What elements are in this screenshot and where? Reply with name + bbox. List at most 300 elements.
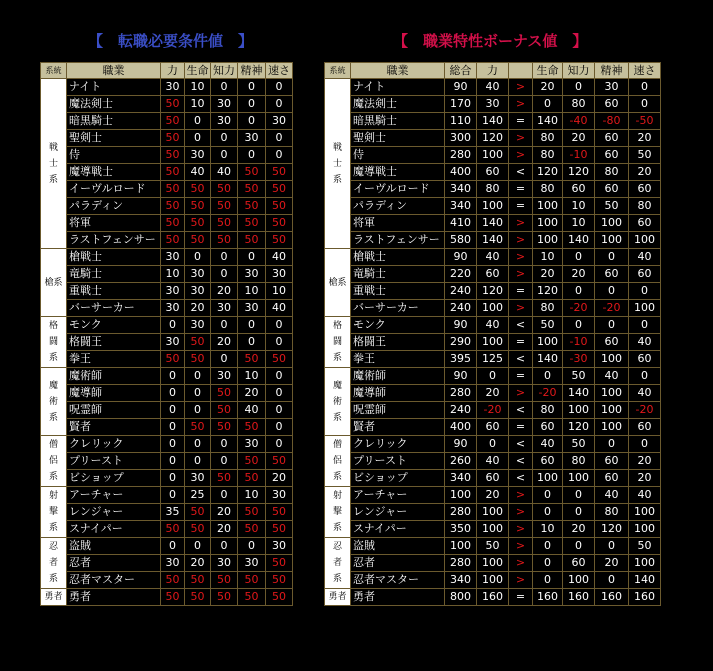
class-name-cell: バーサーカー bbox=[351, 300, 445, 317]
stat-cell: 20 bbox=[563, 266, 595, 283]
stat-cell: 0 bbox=[563, 249, 595, 266]
stat-cell: 50 bbox=[629, 147, 661, 164]
stat-cell: 40 bbox=[477, 79, 509, 96]
stat-cell: 50 bbox=[185, 198, 211, 215]
stat-cell: 20 bbox=[185, 555, 211, 572]
stat-cell: 25 bbox=[185, 487, 211, 504]
class-name-cell: 勇者 bbox=[67, 589, 161, 606]
class-bonus-table bbox=[324, 62, 661, 606]
table-row bbox=[41, 538, 293, 555]
stat-cell: 100 bbox=[477, 572, 509, 589]
class-name-cell: 魔導戦士 bbox=[351, 164, 445, 181]
stat-cell: 50 bbox=[211, 419, 238, 436]
table-row bbox=[325, 79, 661, 96]
stat-cell: 0 bbox=[629, 368, 661, 385]
stat-cell: 10 bbox=[563, 198, 595, 215]
stat-cell: 120 bbox=[477, 283, 509, 300]
stat-cell: 0 bbox=[211, 538, 238, 555]
stat-cell: 0 bbox=[185, 402, 211, 419]
stat-cell: 30 bbox=[266, 487, 293, 504]
stat-cell: -20 bbox=[563, 300, 595, 317]
table-row bbox=[325, 436, 661, 453]
stat-cell: -40 bbox=[563, 113, 595, 130]
stat-cell: -10 bbox=[563, 334, 595, 351]
table-row bbox=[41, 555, 293, 572]
table-row bbox=[325, 368, 661, 385]
class-name-cell: 魔導師 bbox=[351, 385, 445, 402]
stat-cell: > bbox=[509, 232, 533, 249]
stat-cell: 0 bbox=[533, 572, 563, 589]
stat-cell: 100 bbox=[629, 504, 661, 521]
stat-cell: 30 bbox=[595, 79, 629, 96]
class-name-cell: 魔導師 bbox=[67, 385, 161, 402]
table-row bbox=[325, 215, 661, 232]
stat-cell: 0 bbox=[211, 453, 238, 470]
stat-cell: 580 bbox=[445, 232, 477, 249]
class-name-cell: モンク bbox=[351, 317, 445, 334]
stat-cell: 100 bbox=[477, 147, 509, 164]
stat-cell: 30 bbox=[477, 96, 509, 113]
stat-cell: 40 bbox=[238, 402, 266, 419]
class-name-cell: パラディン bbox=[351, 198, 445, 215]
class-group-label: 格 闘 系 bbox=[325, 317, 351, 368]
stat-cell: 0 bbox=[211, 147, 238, 164]
class-name-cell: 呪霊師 bbox=[351, 402, 445, 419]
stat-cell: 0 bbox=[595, 436, 629, 453]
stat-cell: 0 bbox=[266, 419, 293, 436]
table-row bbox=[41, 266, 293, 283]
stat-cell: 20 bbox=[238, 385, 266, 402]
stat-cell: 120 bbox=[533, 164, 563, 181]
stat-cell: 410 bbox=[445, 215, 477, 232]
stat-cell: 30 bbox=[266, 538, 293, 555]
column-header: 系統 bbox=[41, 63, 67, 79]
stat-cell: 30 bbox=[211, 368, 238, 385]
stat-cell: 20 bbox=[629, 453, 661, 470]
stat-cell: 300 bbox=[445, 130, 477, 147]
stat-cell: 20 bbox=[477, 487, 509, 504]
table-row bbox=[325, 96, 661, 113]
table-row bbox=[41, 96, 293, 113]
stat-cell: 60 bbox=[595, 266, 629, 283]
column-header: 生命 bbox=[186, 64, 209, 77]
stat-cell: = bbox=[509, 589, 533, 606]
stat-cell: 60 bbox=[595, 470, 629, 487]
stat-cell: 0 bbox=[533, 504, 563, 521]
stat-cell: 280 bbox=[445, 504, 477, 521]
stat-cell: 0 bbox=[185, 249, 211, 266]
table-row bbox=[41, 385, 293, 402]
stat-cell: -20 bbox=[477, 402, 509, 419]
stat-cell: 0 bbox=[629, 79, 661, 96]
stat-cell: 50 bbox=[185, 419, 211, 436]
stat-cell: = bbox=[509, 198, 533, 215]
stat-cell: 30 bbox=[211, 300, 238, 317]
stat-cell: 30 bbox=[185, 266, 211, 283]
table-row bbox=[41, 198, 293, 215]
stat-cell: 140 bbox=[563, 385, 595, 402]
stat-cell: 0 bbox=[629, 96, 661, 113]
stat-cell: 0 bbox=[563, 79, 595, 96]
stat-cell: 100 bbox=[477, 555, 509, 572]
column-header bbox=[509, 63, 533, 79]
stat-cell: 0 bbox=[563, 538, 595, 555]
column-header: 力 bbox=[477, 63, 509, 79]
stat-cell: 10 bbox=[238, 283, 266, 300]
stat-cell: 110 bbox=[445, 113, 477, 130]
stat-cell: 340 bbox=[445, 470, 477, 487]
stat-cell: 0 bbox=[629, 283, 661, 300]
stat-cell: 30 bbox=[161, 283, 185, 300]
stat-cell: < bbox=[509, 164, 533, 181]
stat-cell: 60 bbox=[563, 181, 595, 198]
stat-cell: 10 bbox=[238, 487, 266, 504]
stat-cell: 0 bbox=[595, 249, 629, 266]
stat-cell: < bbox=[509, 317, 533, 334]
stat-cell: 20 bbox=[211, 504, 238, 521]
stat-cell: 50 bbox=[238, 470, 266, 487]
stat-cell: 100 bbox=[595, 385, 629, 402]
class-name-cell: レンジャー bbox=[351, 504, 445, 521]
class-name-cell: 聖剣士 bbox=[67, 130, 161, 147]
stat-cell: 50 bbox=[211, 589, 238, 606]
stat-cell: 90 bbox=[445, 249, 477, 266]
stat-cell: 40 bbox=[266, 249, 293, 266]
stat-cell: 20 bbox=[563, 521, 595, 538]
class-name-cell: レンジャー bbox=[67, 504, 161, 521]
stat-cell: 50 bbox=[161, 113, 185, 130]
stat-cell: -30 bbox=[563, 351, 595, 368]
stat-cell: 0 bbox=[238, 79, 266, 96]
stat-cell: > bbox=[509, 385, 533, 402]
stat-cell: 90 bbox=[445, 79, 477, 96]
table-row bbox=[325, 504, 661, 521]
stat-cell: 0 bbox=[211, 266, 238, 283]
column-header: 系統 bbox=[325, 63, 351, 79]
stat-cell: 30 bbox=[238, 300, 266, 317]
table-row bbox=[325, 555, 661, 572]
table-row bbox=[41, 249, 293, 266]
stat-cell: 60 bbox=[629, 181, 661, 198]
stat-cell: 0 bbox=[266, 436, 293, 453]
stat-cell: 0 bbox=[266, 334, 293, 351]
stat-cell: 40 bbox=[185, 164, 211, 181]
stat-cell: 0 bbox=[629, 436, 661, 453]
stat-cell: 40 bbox=[211, 164, 238, 181]
stat-cell: 100 bbox=[477, 198, 509, 215]
stat-cell: 20 bbox=[477, 385, 509, 402]
stat-cell: 100 bbox=[477, 521, 509, 538]
stat-cell: 30 bbox=[185, 283, 211, 300]
stat-cell: > bbox=[509, 215, 533, 232]
stat-cell: < bbox=[509, 351, 533, 368]
stat-cell: 30 bbox=[211, 113, 238, 130]
class-group-label: 勇者 bbox=[325, 589, 351, 606]
stat-cell: 0 bbox=[266, 385, 293, 402]
stat-cell: 0 bbox=[211, 351, 238, 368]
stat-cell: > bbox=[509, 504, 533, 521]
stat-cell: 100 bbox=[477, 334, 509, 351]
stat-cell: 0 bbox=[533, 538, 563, 555]
stat-cell: 10 bbox=[185, 79, 211, 96]
stat-cell: 60 bbox=[629, 351, 661, 368]
stat-cell: > bbox=[509, 96, 533, 113]
stat-cell: 50 bbox=[161, 215, 185, 232]
stat-cell: 0 bbox=[533, 368, 563, 385]
stat-cell: 35 bbox=[161, 504, 185, 521]
stat-cell: -20 bbox=[595, 300, 629, 317]
class-name-cell: アーチャー bbox=[351, 487, 445, 504]
stat-cell: 50 bbox=[266, 181, 293, 198]
stat-cell: 20 bbox=[563, 130, 595, 147]
stat-cell: 50 bbox=[238, 215, 266, 232]
class-name-cell: ラストフェンサー bbox=[67, 232, 161, 249]
class-group-label: 魔 術 系 bbox=[41, 368, 67, 436]
column-header: 職業 bbox=[67, 63, 161, 79]
class-name-cell: 忍者マスター bbox=[351, 572, 445, 589]
stat-cell: 20 bbox=[211, 334, 238, 351]
stat-cell: -10 bbox=[563, 147, 595, 164]
stat-cell: 100 bbox=[595, 402, 629, 419]
stat-cell: 20 bbox=[533, 79, 563, 96]
class-name-cell: 盗賊 bbox=[351, 538, 445, 555]
stat-cell: 160 bbox=[533, 589, 563, 606]
stat-cell: 0 bbox=[211, 317, 238, 334]
stat-cell: 0 bbox=[185, 538, 211, 555]
table-row bbox=[325, 385, 661, 402]
stat-cell: 50 bbox=[161, 232, 185, 249]
column-header: 速さ bbox=[629, 63, 661, 79]
class-name-cell: 忍者 bbox=[351, 555, 445, 572]
stat-cell: 0 bbox=[533, 555, 563, 572]
table-row bbox=[325, 402, 661, 419]
stat-cell: 120 bbox=[533, 283, 563, 300]
column-header: 速さ bbox=[266, 63, 293, 79]
stat-cell: 30 bbox=[238, 436, 266, 453]
class-name-cell: 忍者マスター bbox=[67, 572, 161, 589]
stat-cell: 50 bbox=[161, 351, 185, 368]
stat-cell: 160 bbox=[477, 589, 509, 606]
class-name-cell: バーサーカー bbox=[67, 300, 161, 317]
stat-cell: 50 bbox=[477, 538, 509, 555]
table-row bbox=[41, 589, 293, 606]
stat-cell: 0 bbox=[185, 113, 211, 130]
stat-cell: 60 bbox=[477, 266, 509, 283]
table-row bbox=[325, 538, 661, 555]
stat-cell: 50 bbox=[266, 521, 293, 538]
stat-cell: 50 bbox=[211, 181, 238, 198]
class-name-cell: 重戦士 bbox=[351, 283, 445, 300]
stat-cell: -80 bbox=[595, 113, 629, 130]
table-row bbox=[325, 300, 661, 317]
stat-cell: 220 bbox=[445, 266, 477, 283]
stat-cell: 80 bbox=[533, 402, 563, 419]
table-row bbox=[325, 334, 661, 351]
stat-cell: 90 bbox=[445, 317, 477, 334]
stat-cell: 0 bbox=[563, 317, 595, 334]
class-name-cell: 呪霊師 bbox=[67, 402, 161, 419]
class-name-cell: 格闘王 bbox=[67, 334, 161, 351]
class-name-cell: 竜騎士 bbox=[67, 266, 161, 283]
stat-cell: 0 bbox=[533, 96, 563, 113]
stat-cell: 100 bbox=[533, 470, 563, 487]
stat-cell: 0 bbox=[211, 487, 238, 504]
class-name-cell: 将軍 bbox=[351, 215, 445, 232]
stat-cell: 0 bbox=[211, 130, 238, 147]
table-row bbox=[41, 334, 293, 351]
stat-cell: 125 bbox=[477, 351, 509, 368]
stat-cell: 80 bbox=[595, 164, 629, 181]
column-header: 知力 bbox=[563, 63, 595, 79]
stat-cell: 50 bbox=[161, 589, 185, 606]
stat-cell: 30 bbox=[185, 317, 211, 334]
stat-cell: 0 bbox=[477, 436, 509, 453]
stat-cell: 100 bbox=[629, 300, 661, 317]
stat-cell: 0 bbox=[266, 317, 293, 334]
stat-cell: 100 bbox=[533, 232, 563, 249]
class-name-cell: 魔術師 bbox=[351, 368, 445, 385]
class-group-label: 僧 侶 系 bbox=[41, 436, 67, 487]
stat-cell: 30 bbox=[238, 266, 266, 283]
stat-cell: 140 bbox=[477, 113, 509, 130]
stat-cell: 0 bbox=[266, 147, 293, 164]
stat-cell: 60 bbox=[595, 130, 629, 147]
stat-cell: 50 bbox=[238, 232, 266, 249]
class-group-label: 射 撃 系 bbox=[325, 487, 351, 538]
stat-cell: 80 bbox=[629, 198, 661, 215]
class-name-cell: 魔導戦士 bbox=[67, 164, 161, 181]
stat-cell: 140 bbox=[629, 572, 661, 589]
stat-cell: 120 bbox=[477, 130, 509, 147]
stat-cell: 30 bbox=[238, 555, 266, 572]
stat-cell: 20 bbox=[629, 470, 661, 487]
class-name-cell: ナイト bbox=[351, 79, 445, 96]
stat-cell: 100 bbox=[595, 351, 629, 368]
stat-cell: 60 bbox=[595, 96, 629, 113]
stat-cell: 100 bbox=[595, 419, 629, 436]
class-name-cell: 侍 bbox=[351, 147, 445, 164]
stat-cell: 30 bbox=[185, 470, 211, 487]
class-name-cell: 侍 bbox=[67, 147, 161, 164]
stat-cell: 80 bbox=[533, 300, 563, 317]
stat-cell: 0 bbox=[563, 504, 595, 521]
class-name-cell: 暗黒騎士 bbox=[351, 113, 445, 130]
stat-cell: 0 bbox=[238, 249, 266, 266]
stat-cell: 0 bbox=[477, 368, 509, 385]
stat-cell: 160 bbox=[563, 589, 595, 606]
class-name-cell: 拳王 bbox=[67, 351, 161, 368]
stat-cell: 50 bbox=[185, 232, 211, 249]
stat-cell: 50 bbox=[185, 351, 211, 368]
stat-cell: 50 bbox=[161, 181, 185, 198]
table-row bbox=[41, 453, 293, 470]
class-name-cell: 将軍 bbox=[67, 215, 161, 232]
stat-cell: 0 bbox=[161, 385, 185, 402]
stat-cell: 40 bbox=[477, 249, 509, 266]
class-name-cell: 槍戦士 bbox=[351, 249, 445, 266]
stat-cell: -20 bbox=[533, 385, 563, 402]
stat-cell: 30 bbox=[161, 79, 185, 96]
stat-cell: 100 bbox=[563, 402, 595, 419]
stat-cell: 400 bbox=[445, 419, 477, 436]
stat-cell: 30 bbox=[211, 96, 238, 113]
table-row bbox=[325, 317, 661, 334]
stat-cell: 50 bbox=[185, 181, 211, 198]
stat-cell: 40 bbox=[629, 249, 661, 266]
stat-cell: 60 bbox=[477, 419, 509, 436]
stat-cell: > bbox=[509, 572, 533, 589]
stat-cell: 340 bbox=[445, 198, 477, 215]
stat-cell: 0 bbox=[595, 572, 629, 589]
class-name-cell: スナイパー bbox=[67, 521, 161, 538]
stat-cell: 90 bbox=[445, 368, 477, 385]
stat-cell: 0 bbox=[211, 436, 238, 453]
stat-cell: < bbox=[509, 453, 533, 470]
stat-cell: 0 bbox=[185, 368, 211, 385]
table-row bbox=[325, 470, 661, 487]
class-name-cell: 賢者 bbox=[351, 419, 445, 436]
stat-cell: 80 bbox=[563, 453, 595, 470]
stat-cell: 30 bbox=[161, 300, 185, 317]
stat-cell: 0 bbox=[161, 538, 185, 555]
stat-cell: 0 bbox=[266, 130, 293, 147]
stat-cell: 40 bbox=[629, 334, 661, 351]
stat-cell: 60 bbox=[595, 453, 629, 470]
stat-cell: 60 bbox=[533, 419, 563, 436]
class-name-cell: 魔術師 bbox=[67, 368, 161, 385]
stat-cell: 0 bbox=[185, 453, 211, 470]
class-name-cell: ラストフェンサー bbox=[351, 232, 445, 249]
table-row bbox=[325, 453, 661, 470]
stat-cell: > bbox=[509, 300, 533, 317]
table-row bbox=[41, 402, 293, 419]
stat-cell: 0 bbox=[238, 96, 266, 113]
table-row bbox=[41, 130, 293, 147]
stat-cell: 10 bbox=[533, 521, 563, 538]
class-name-cell: アーチャー bbox=[67, 487, 161, 504]
stat-cell: 0 bbox=[563, 283, 595, 300]
class-name-cell: 槍戦士 bbox=[67, 249, 161, 266]
stat-cell: 100 bbox=[629, 521, 661, 538]
stat-cell: 120 bbox=[563, 164, 595, 181]
stat-cell: 50 bbox=[161, 521, 185, 538]
stat-cell: 20 bbox=[211, 283, 238, 300]
stat-cell: 40 bbox=[629, 385, 661, 402]
table-row bbox=[325, 147, 661, 164]
stat-cell: 160 bbox=[629, 589, 661, 606]
class-name-cell: 魔法剣士 bbox=[351, 96, 445, 113]
class-group-label: 僧 侶 系 bbox=[325, 436, 351, 487]
stat-cell: 50 bbox=[185, 572, 211, 589]
stat-cell: 40 bbox=[533, 436, 563, 453]
table-row bbox=[325, 198, 661, 215]
stat-cell: 20 bbox=[533, 266, 563, 283]
stat-cell: 30 bbox=[266, 113, 293, 130]
stat-cell: 0 bbox=[238, 113, 266, 130]
column-header: 精神 bbox=[238, 63, 266, 79]
stat-cell: 50 bbox=[533, 317, 563, 334]
stat-cell: 340 bbox=[445, 181, 477, 198]
stat-cell: 100 bbox=[533, 215, 563, 232]
stat-cell: 140 bbox=[477, 232, 509, 249]
left-header-row bbox=[41, 63, 293, 79]
table-row bbox=[41, 487, 293, 504]
stat-cell: > bbox=[509, 538, 533, 555]
column-header: 精神 bbox=[595, 63, 629, 79]
class-requirement-table bbox=[40, 62, 293, 606]
table-row bbox=[41, 470, 293, 487]
stat-cell: 0 bbox=[161, 317, 185, 334]
